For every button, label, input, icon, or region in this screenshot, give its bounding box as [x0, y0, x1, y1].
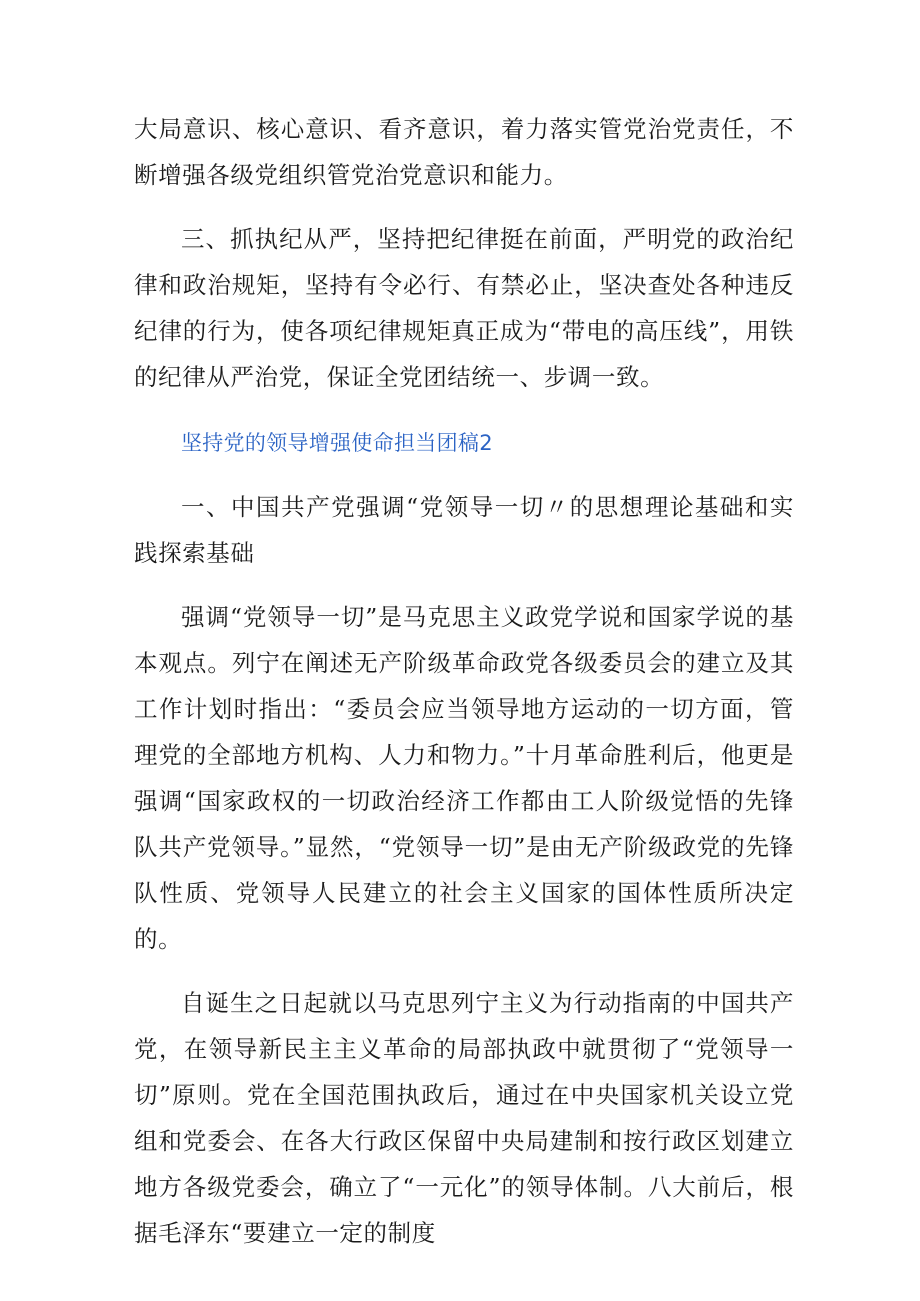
section-heading: 一、中国共产党强调“党领导一切〃的思想理论基础和实践探索基础	[134, 493, 794, 567]
paragraph-discipline: 三、抓执纪从严，坚持把纪律挺在前面，严明党的政治纪律和政治规矩，坚持有令必行、有禁必止，坚决查处各种违反纪律的行为，使各项纪律规矩真正成为“带电的高压线”，用铁的纪律从严治党，保证全党团结统一、步调一致。	[134, 225, 794, 391]
document-title: 坚持党的领导增强使命担当团稿2	[181, 431, 493, 455]
paragraph-practice: 自诞生之日起就以马克思列宁主义为行动指南的中国共产党，在领导新民主主义革命的局部执政中就贯彻了“党领导一切”原则。党在全国范围执政后，通过在中央国家机关设立党组和党委会、在各大行政区保留中央局建制和按行政区划建立地方各级党委会，确立了“一元化”的领导体制。八大前后，根据毛泽东“要建立一定的制度	[134, 989, 794, 1247]
paragraph-continuation: 大局意识、核心意识、看齐意识，着力落实管党治党责任，不断增强各级党组织管党治党意识和能力。	[134, 115, 794, 189]
paragraph-theory: 强调“党领导一切”是马克思主义政党学说和国家学说的基本观点。列宁在阐述无产阶级革命政党各级委员会的建立及其工作计划时指出：“委员会应当领导地方运动的一切方面，管理党的全部地方机构、人力和物力。”十月革命胜利后，他更是强调“国家政权的一切政治经济工作都由工人阶级觉悟的先锋队共产党领导。”显然，“党领导一切”是由无产阶级政党的先锋队性质、党领导人民建立的社会主义国家的国体性质所决定的。	[134, 603, 794, 953]
document-page	[134, 106, 794, 1256]
